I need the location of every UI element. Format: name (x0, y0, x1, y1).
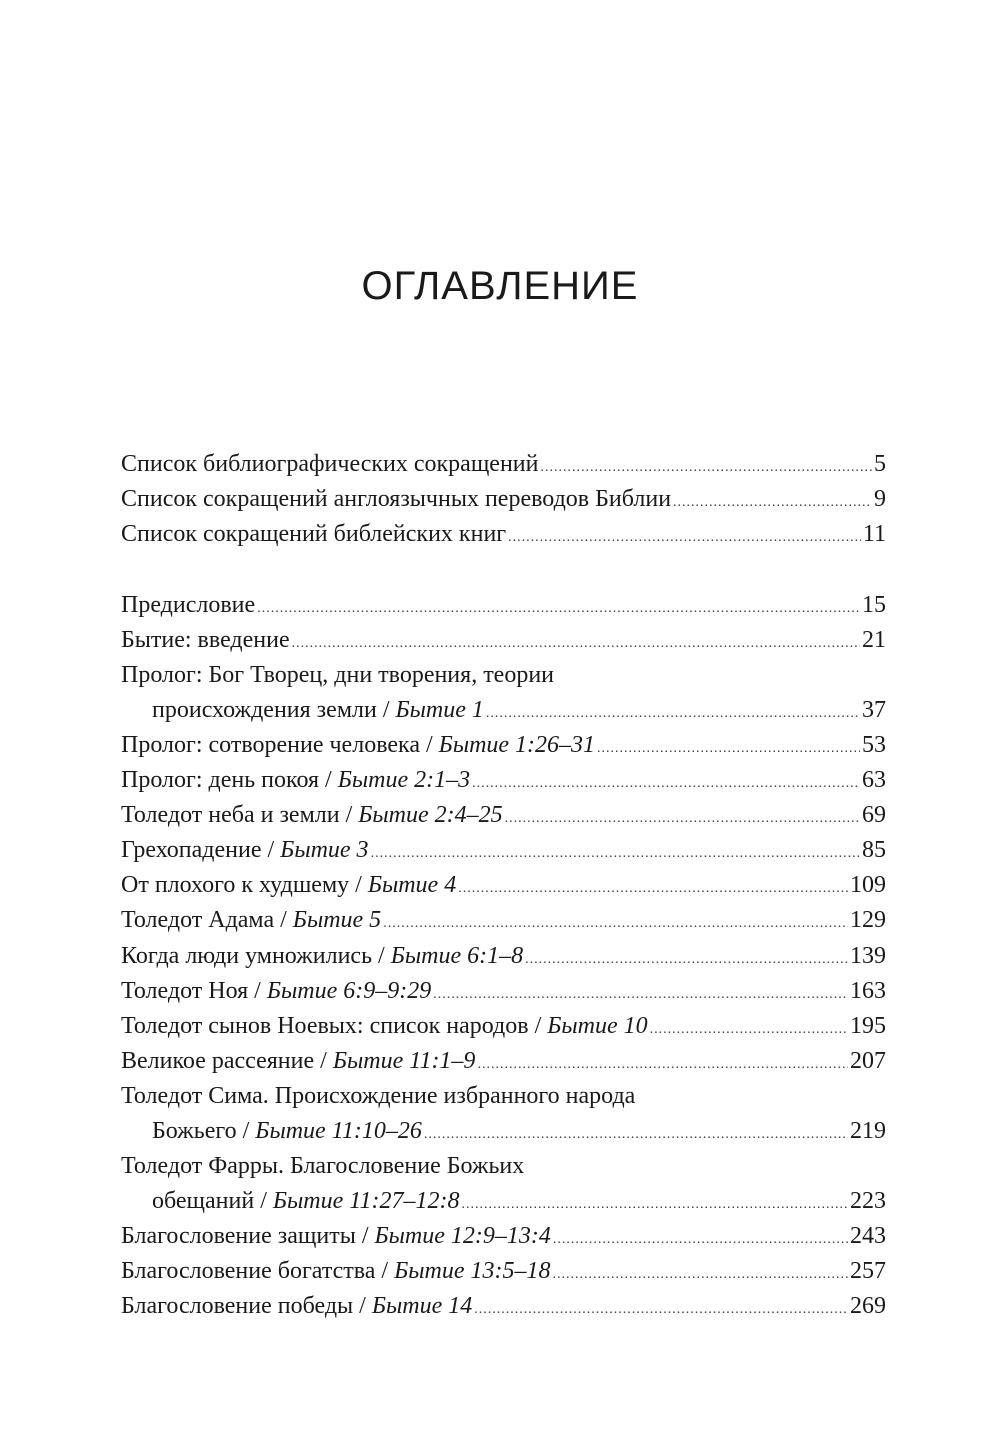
dot-leader (458, 871, 848, 906)
toc-entry-title (121, 482, 671, 517)
toc-entry-title (121, 798, 503, 833)
dot-leader (552, 1257, 848, 1292)
toc-entry-page-number: 207 (850, 1047, 886, 1074)
toc-entry-page-number: 85 (862, 837, 886, 864)
toc-entry-page-number: 129 (850, 907, 886, 934)
toc-entry-page-number: 257 (850, 1257, 886, 1284)
toc-entry-first-line[interactable] (121, 1149, 886, 1184)
toc-entry-scripture-ref: Бытие 4 (367, 872, 457, 899)
toc-entry-text: Пролог: день покоя / (121, 767, 338, 794)
toc-entry-text: Толедот Ноя / (121, 977, 267, 1004)
toc-entry-page-number: 269 (850, 1293, 886, 1319)
toc-entry-page-number: 63 (862, 767, 886, 794)
toc-entry-page-number: 9 (874, 486, 886, 513)
toc-entry-scripture-ref: Бытие 13:5–18 (394, 1257, 551, 1284)
toc-entry[interactable] (121, 939, 886, 974)
toc-entry-first-line[interactable] (121, 658, 886, 693)
toc-entry-text: Список сокращений англоязычных переводов Библии (121, 486, 672, 513)
toc-entry-text: Список сокращений библейских книг (121, 521, 507, 548)
toc-entry-scripture-ref: Бытие 10 (547, 1012, 648, 1039)
toc-entry-title (121, 1044, 475, 1079)
toc-entry-page-number: 21 (862, 627, 886, 654)
toc-entry-scripture-ref: Бытие 6:1–8 (390, 942, 524, 969)
toc-entry[interactable] (121, 1254, 886, 1289)
toc-entry-text: Божьего / (152, 1117, 256, 1144)
toc-entry[interactable] (121, 763, 886, 798)
dot-leader (292, 626, 860, 661)
toc-entry-page-number: 163 (850, 977, 886, 1004)
toc-entry[interactable] (121, 1009, 886, 1044)
dot-leader (477, 1047, 848, 1082)
toc-entry-text: Благословение победы / (121, 1293, 372, 1319)
toc-entry-page-number: 243 (850, 1222, 886, 1249)
dot-leader (424, 1117, 848, 1152)
toc-entry-text: Пролог: Бог Творец, дни творения, теории (121, 662, 555, 689)
toc-entry[interactable] (121, 1184, 886, 1219)
toc-entry[interactable] (121, 974, 886, 1009)
toc-entry-page-number: 15 (862, 592, 886, 618)
toc-entry-title (121, 1289, 472, 1324)
toc-entry-scripture-ref: Бытие 11:27–12:8 (272, 1187, 460, 1214)
toc-entry-title (121, 763, 470, 798)
toc-entry-text: происхождения земли / (152, 697, 396, 724)
toc-entry-text: Бытие: введение (121, 627, 290, 654)
toc-entry-page-number: 69 (862, 802, 886, 829)
dot-leader (462, 1187, 849, 1222)
toc-entry-title (152, 693, 484, 728)
toc-entry[interactable] (121, 1114, 886, 1149)
toc-entry-title (121, 1009, 648, 1044)
toc-entry-title (121, 939, 523, 974)
toc-entry-text: Список библиографических сокращений (121, 451, 539, 477)
toc-entry-text: Толедот Фарры. Благословение Божьих (121, 1152, 525, 1179)
dot-leader (433, 977, 848, 1012)
toc-entry-title (121, 588, 255, 623)
toc-entry-text: Когда люди умножились / (121, 942, 391, 969)
dot-leader (257, 591, 860, 626)
toc-entry-page-number: 53 (862, 732, 886, 759)
dot-leader (371, 836, 860, 871)
toc-entry[interactable] (121, 798, 886, 833)
dot-leader (553, 1222, 848, 1257)
toc-entry-text: Пролог: сотворение человека / (121, 732, 439, 759)
toc-entry-text: обещаний / (152, 1187, 273, 1214)
dot-leader (505, 801, 860, 836)
dot-leader (597, 731, 860, 766)
dot-leader (383, 906, 848, 941)
toc-entry[interactable] (121, 868, 886, 903)
toc-entry-title (121, 623, 290, 658)
toc-entry-title (121, 447, 539, 482)
toc-entry[interactable] (121, 833, 886, 868)
dot-leader (525, 942, 848, 977)
toc-entry-page-number: 109 (850, 872, 886, 899)
toc-entry-scripture-ref: Бытие 12:9–13:4 (374, 1222, 551, 1249)
toc-entry[interactable] (121, 1044, 886, 1079)
toc-entry[interactable] (121, 447, 886, 482)
toc-entry-text: Великое рассеяние / (121, 1047, 333, 1074)
toc-entry-title (121, 1219, 551, 1254)
toc-entry-title (121, 903, 381, 938)
toc-entry-scripture-ref: Бытие 11:10–26 (255, 1117, 422, 1144)
toc-entry-text: Толедот Адама / (121, 907, 293, 934)
toc-entry-page-number: 37 (862, 697, 886, 724)
toc-entry[interactable] (121, 623, 886, 658)
toc-entry-first-line[interactable] (121, 1079, 886, 1114)
toc-entry-text: От плохого к худшему / (121, 872, 368, 899)
dot-leader (673, 485, 872, 520)
toc-entry[interactable] (121, 693, 886, 728)
toc-entry-text: Грехопадение / (121, 837, 281, 864)
toc-entry-title (121, 728, 595, 763)
toc-entry-page-number: 139 (850, 942, 886, 969)
toc-entry-scripture-ref: Бытие 5 (292, 907, 382, 934)
toc-entry-text: Толедот Сима. Происхождение избранного народа (121, 1082, 636, 1109)
toc-entry-scripture-ref: Бытие 6:9–9:29 (266, 977, 432, 1004)
toc-entry-text: Предисловие (121, 592, 256, 618)
toc-entry-title (121, 517, 506, 552)
toc-entry-page-number: 11 (862, 521, 886, 548)
toc-entry-scripture-ref: Бытие 3 (280, 837, 369, 864)
toc-entry-page-number: 5 (874, 451, 886, 477)
toc-entry-page-number: 219 (850, 1117, 886, 1144)
toc-entry-scripture-ref: Бытие 1:26–31 (438, 732, 596, 759)
toc-entry-page-number: 195 (850, 1012, 886, 1039)
toc-entry-scripture-ref: Бытие 2:4–25 (358, 802, 503, 829)
toc-entry-scripture-ref: Бытие 11:1–9 (332, 1047, 476, 1074)
dot-leader (650, 1012, 848, 1047)
toc-entry-scripture-ref: Бытие 2:1–3 (337, 767, 471, 794)
toc-entry[interactable] (121, 1219, 886, 1254)
toc-entry-title (121, 868, 456, 903)
toc-entry-text: Благословение богатства / (121, 1257, 395, 1284)
toc-entry-title (121, 974, 431, 1009)
toc-entry-title (152, 1114, 422, 1149)
toc-entry-title (121, 833, 369, 868)
toc-entry[interactable] (121, 482, 886, 517)
toc-entry[interactable] (121, 903, 886, 938)
dot-leader (508, 520, 861, 555)
toc-entry-text: Толедот сынов Ноевых: список народов / (121, 1012, 548, 1039)
dot-leader (472, 766, 860, 801)
dot-leader (486, 696, 860, 731)
page-title: ОГЛАВЛЕНИЕ (361, 264, 639, 308)
toc-entry-text: Толедот неба и земли / (121, 802, 359, 829)
toc-entry[interactable] (121, 588, 886, 623)
toc-entry-title (121, 1254, 550, 1289)
dot-leader (474, 1292, 848, 1327)
toc-entry[interactable] (121, 517, 886, 552)
toc-entry-title (152, 1184, 460, 1219)
toc-entry[interactable] (121, 728, 886, 763)
toc-entry-page-number: 223 (850, 1187, 886, 1214)
toc-entry-text: Благословение защиты / (121, 1222, 375, 1249)
toc-entry-scripture-ref: Бытие 1 (395, 697, 484, 724)
toc-entry-scripture-ref: Бытие 14 (371, 1293, 473, 1319)
dot-leader (541, 450, 873, 485)
toc-entry[interactable] (121, 1289, 886, 1324)
